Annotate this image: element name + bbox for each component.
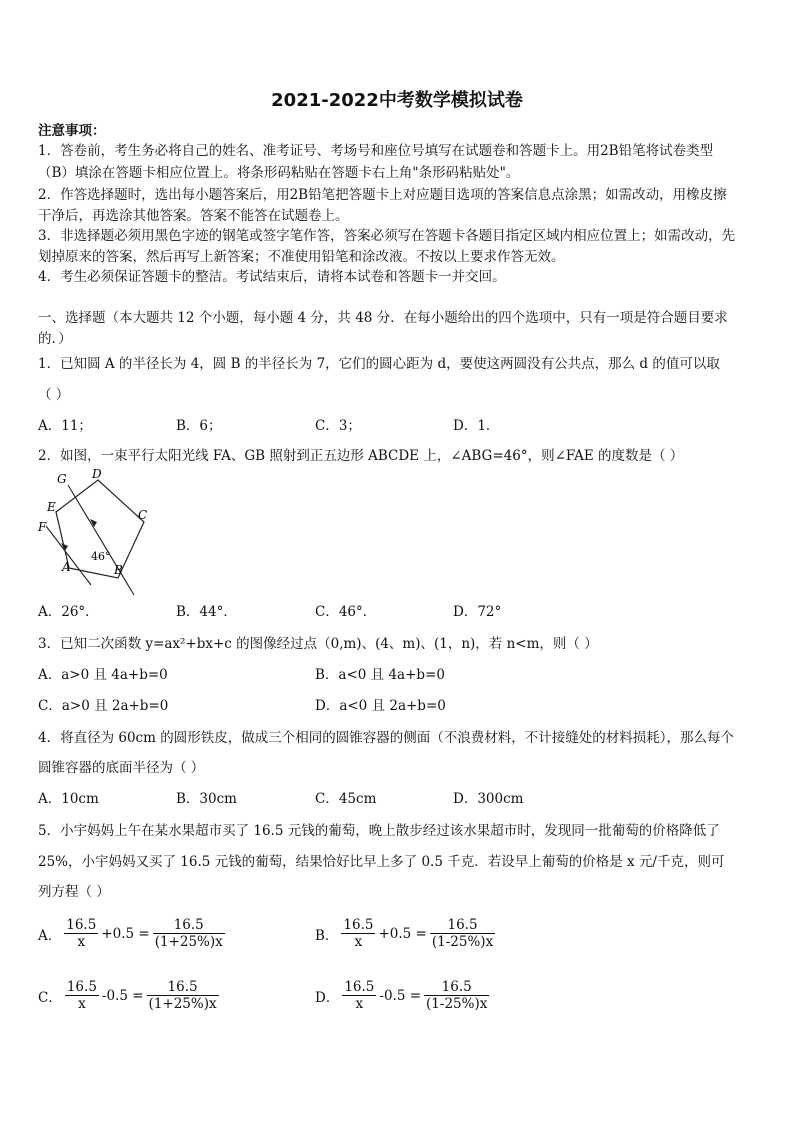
question-3-stem: 3．已知二次函数 y=ax²+bx+c 的图像经过点（0,m)、(4、m)、(1，n)，若 n<m，则（ ） — [38, 636, 598, 652]
question-4-stem: 4．将直径为 60cm 的圆形铁皮，做成三个相同的圆锥容器的侧面（不浪费材料，不计接缝处的材料损耗），那么每个 — [38, 730, 734, 746]
q3-option-a: A．a>0 且 4a+b=0 — [38, 667, 168, 683]
label-angle: 46° — [91, 550, 111, 563]
q3-option-b: B．a<0 且 4a+b=0 — [315, 667, 445, 683]
ray-gb — [68, 485, 134, 595]
q4-option-d: D．300cm — [453, 791, 524, 807]
operator: -0.5 = — [379, 987, 422, 1004]
q4-option-b: B．30cm — [176, 791, 237, 807]
q1-option-a: A．11； — [38, 418, 92, 434]
label-b: B — [114, 563, 123, 577]
ray-fa — [46, 526, 91, 585]
page-title: 2021-2022中考数学模拟试卷 — [271, 90, 523, 111]
q3-option-c: C．a>0 且 2a+b=0 — [38, 698, 169, 714]
q2-option-b: B．44°． — [176, 604, 237, 620]
notice-line: 3．非选择题必须用黑色字迹的钢笔或签字笔作答，答案必须写在答题卡各题目指定区域内相应位置上；如需改动，先 — [38, 228, 736, 244]
notice-line: 1．答卷前，考生务必将自己的姓名、准考证号、考场号和座位号填写在试题卷和答题卡上。用2B铅笔将试卷类型 — [38, 143, 714, 159]
q2-option-a: A．26°． — [38, 604, 99, 620]
fraction-left: $\frac{16.5}{x}$ — [343, 917, 374, 950]
notice-line: （B）填涂在答题卡相应位置上。将条形码粘贴在答题卡右上角"条形码粘贴处"。 — [38, 165, 520, 181]
q5-option-b — [315, 917, 495, 950]
notice-heading: 注意事项： — [38, 123, 106, 139]
operator: +0.5 = — [101, 925, 150, 942]
q5-option-a — [38, 917, 225, 950]
notice-line: 4．考生必须保证答题卡的整洁。考试结束后，请将本试卷和答题卡一并交回。 — [38, 269, 506, 285]
fraction-right: $\frac{16.5}{(1+25\%)x}$ — [148, 979, 217, 1012]
q2-option-c: C．46°． — [315, 604, 377, 620]
fraction-right: $\frac{16.5}{(1-25\%)x}$ — [431, 917, 494, 950]
option-letter: C． — [38, 989, 62, 1006]
operator: +0.5 = — [378, 925, 427, 942]
section-heading: 一、选择题（本大题共 12 个小题，每小题 4 分，共 48 分．在每小题给出的四个选项中，只有一项是符合题目要求 — [38, 310, 728, 326]
q1-option-b: B．6； — [176, 418, 222, 434]
section-heading-cont: 的．） — [38, 331, 72, 347]
question-2-stem: 2．如图，一束平行太阳光线 FA、GB 照射到正五边形 ABCDE 上，∠ABG=46°，则∠FAE 的度数是（ ） — [38, 448, 684, 464]
fraction-left: $\frac{16.5}{x}$ — [66, 917, 97, 950]
label-a: A — [62, 560, 71, 574]
question-5-stem-cont: 列方程（ ） — [38, 884, 110, 900]
question-4-stem-cont: 圆锥容器的底面半径为（ ） — [38, 760, 205, 776]
q5-option-d — [315, 979, 489, 1012]
notice-line: 划掉原来的答案，然后再写上新答案；不准使用铅笔和涂改液。不按以上要求作答无效。 — [38, 249, 565, 265]
label-c: C — [138, 508, 148, 522]
q3-option-d: D．a<0 且 2a+b=0 — [315, 698, 446, 714]
question-5-stem: 5．小宇妈妈上午在某水果超市买了 16.5 元钱的葡萄，晚上散步经过该水果超市时，发现同一批葡萄的价格降低了 — [38, 823, 720, 839]
fraction-left: $\frac{16.5}{x}$ — [344, 979, 375, 1012]
q1-option-d: D．1． — [453, 418, 500, 434]
fraction-right: $\frac{16.5}{(1+25\%)x}$ — [154, 917, 223, 950]
label-f: F — [38, 520, 47, 534]
question-1-stem: 1．已知圆 A 的半径长为 4，圆 B 的半径长为 7，它们的圆心距为 d，要使这两圆没有公共点，那么 d 的值可以取 — [38, 356, 720, 372]
q4-option-a: A．10cm — [38, 791, 99, 807]
operator: -0.5 = — [101, 987, 144, 1004]
question-5-stem-cont: 25%，小宇妈妈又买了 16.5 元钱的葡萄，结果恰好比早上多了 0.5 千克．若设早上葡萄的价格是 x 元/千克，则可 — [38, 854, 725, 870]
q4-option-c: C．45cm — [315, 791, 377, 807]
option-letter: B． — [315, 927, 339, 944]
notice-line: 2．作答选择题时，选出每小题答案后，用2B铅笔把答题卡上对应题目选项的答案信息点涂黑；如需改动，用橡皮擦 — [38, 187, 727, 203]
fraction-left: $\frac{16.5}{x}$ — [66, 979, 97, 1012]
q1-option-c: C．3； — [315, 418, 361, 434]
q2-option-d: D．72° — [453, 604, 502, 620]
option-letter: D． — [315, 989, 340, 1006]
option-letter: A． — [38, 927, 62, 944]
pentagon-figure — [36, 468, 146, 588]
question-1-bracket: （ ） — [38, 387, 70, 403]
notice-line: 干净后，再选涂其他答案。答案不能答在试题卷上。 — [38, 208, 349, 224]
q5-option-c — [38, 979, 219, 1012]
label-d: D — [92, 467, 102, 481]
fraction-right: $\frac{16.5}{(1-25\%)x}$ — [426, 979, 488, 1012]
label-g: G — [57, 472, 67, 486]
label-e: E — [47, 500, 56, 514]
